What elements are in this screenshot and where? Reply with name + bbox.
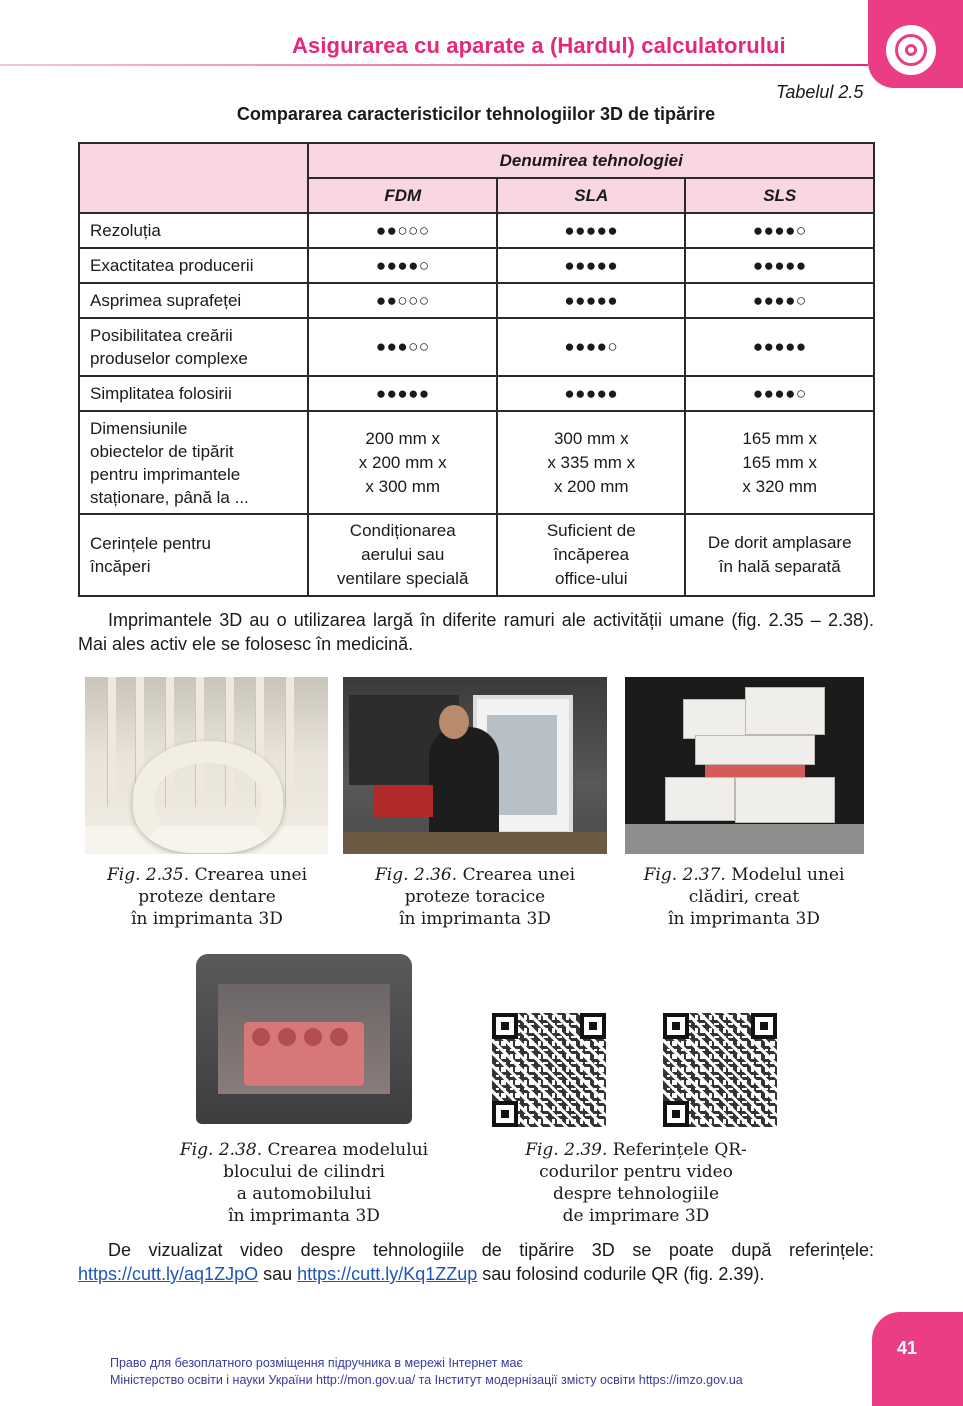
figure-caption-2-38: Fig. 2.38. Crearea modelului blocului de cilindri a automobilului în imprimanta 3D: [179, 1140, 429, 1226]
figure-caption-2-36: Fig. 2.36. Crearea unei proteze toracice în imprimanta 3D: [374, 865, 576, 929]
footer-line-2: Міністерство освіти і науки України http://mon.gov.ua/ та Інститут модернізації змісту освіти https://imzo.gov.ua: [110, 1373, 743, 1387]
rating-cell: ●●●●●: [685, 248, 874, 283]
rating-cell: ●●●●●: [497, 283, 685, 318]
row-label: Rezoluția: [79, 213, 308, 248]
rating-cell: ●●●●○: [685, 213, 874, 248]
header-rule: [0, 64, 868, 66]
dimension-cell: 200 mm x x 200 mm x x 300 mm: [308, 411, 497, 514]
building-model-photo: [625, 677, 864, 854]
row-label: Simplitatea folosirii: [79, 376, 308, 411]
table-row: [79, 514, 874, 596]
figure-caption-2-37: Fig. 2.37. Modelul unei clădiri, creat în imprimanta 3D: [643, 865, 845, 929]
video-link-2[interactable]: https://cutt.ly/Kq1ZZup: [297, 1264, 478, 1284]
rating-cell: ●●○○○: [308, 283, 497, 318]
qr-code-2-icon[interactable]: [663, 1013, 777, 1127]
rating-cell: ●●●●●: [308, 376, 497, 411]
dental-prosthesis-photo: [85, 677, 328, 854]
paragraph-intro: Imprimantele 3D au o utilizarea largă în diferite ramuri ale activității umane (fig. 2.35 – 2.38). Mai ales activ ele se folosesc în medicină.: [78, 610, 874, 654]
row-label: Posibilitatea creării produselor complexe: [79, 318, 308, 376]
dimension-cell: 165 mm x 165 mm x x 320 mm: [685, 411, 874, 514]
column-header-fdm: FDM: [308, 178, 497, 213]
rating-cell: ●●●●●: [685, 318, 874, 376]
table-row: [79, 411, 874, 514]
table-row: [79, 248, 874, 283]
row-label: Exactitatea producerii: [79, 248, 308, 283]
page-number-tab: [872, 1312, 963, 1406]
table-label: Tabelul 2.5: [776, 82, 864, 102]
rating-cell: ●●●○○: [308, 318, 497, 376]
page-number: 41: [896, 1338, 918, 1358]
chapter-title: Asigurarea cu aparate a (Hardul) calculatorului: [292, 33, 786, 58]
row-label: Cerințele pentru încăperi: [79, 514, 308, 596]
room-requirement-cell: Condiționarea aerului sau ventilare specială: [308, 514, 497, 596]
rating-cell: ●●●●○: [308, 248, 497, 283]
disc-icon: [886, 25, 936, 75]
table-row: [79, 318, 874, 376]
room-requirement-cell: De dorit amplasare în hală separată: [685, 514, 874, 596]
rating-cell: ●●●●●: [497, 376, 685, 411]
table-row: [79, 283, 874, 318]
table-caption: Compararea caracteristicilor tehnologiilor 3D de tipărire: [236, 104, 716, 124]
rating-cell: ●●●●●: [497, 213, 685, 248]
rating-cell: ●●●●○: [497, 318, 685, 376]
row-label: Asprimea suprafeței: [79, 283, 308, 318]
cylinder-block-printer-photo: [186, 954, 422, 1129]
rating-cell: ●●●●○: [685, 376, 874, 411]
table-corner-cell: [79, 143, 308, 213]
group-header: Denumirea tehnologiei: [308, 143, 874, 178]
video-link-1[interactable]: https://cutt.ly/aq1ZJpO: [78, 1264, 259, 1284]
rating-cell: ●●○○○: [308, 213, 497, 248]
paragraph-links: De vizualizat video despre tehnologiile de tipărire 3D se poate după referințele: https://cutt.ly/aq1ZJpO sau https://cutt.ly/Kq1ZZup sau folosind codurile QR (fig. 2.39).: [78, 1240, 874, 1284]
figure-caption-2-39: Fig. 2.39. Referințele QR- codurilor pentru video despre tehnologiile de imprimare 3D: [525, 1140, 747, 1226]
column-header-sls: SLS: [685, 178, 874, 213]
rating-cell: ●●●●●: [497, 248, 685, 283]
thoracic-prosthesis-photo: [343, 677, 607, 854]
dimension-cell: 300 mm x x 335 mm x x 200 mm: [497, 411, 685, 514]
rating-cell: ●●●●○: [685, 283, 874, 318]
footer-line-1: Право для безоплатного розміщення підручника в мережі Інтернет має: [110, 1356, 523, 1370]
qr-code-1-icon[interactable]: [492, 1013, 606, 1127]
table-row: [79, 213, 874, 248]
comparison-table: [78, 142, 875, 597]
figure-caption-2-35: Fig. 2.35. Crearea unei proteze dentare în imprimanta 3D: [106, 865, 308, 929]
column-header-sla: SLA: [497, 178, 685, 213]
room-requirement-cell: Suficient de încăperea office-ului: [497, 514, 685, 596]
table-row: [79, 376, 874, 411]
row-label: Dimensiunile obiectelor de tipărit pentru imprimantele staționare, până la ...: [79, 411, 308, 514]
